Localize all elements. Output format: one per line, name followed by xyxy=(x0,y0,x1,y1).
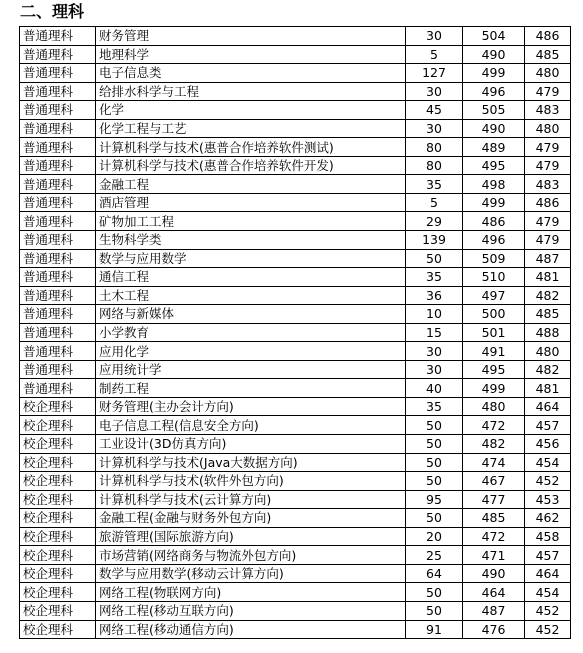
table-row xyxy=(20,156,571,175)
category-cell: 普通理科 xyxy=(20,231,96,250)
table-row xyxy=(20,472,571,491)
major-cell: 财务管理 xyxy=(96,27,406,46)
plan-count-cell: 45 xyxy=(406,101,463,120)
max-score-cell: 474 xyxy=(463,453,525,472)
max-score-cell: 476 xyxy=(463,620,525,639)
min-score-cell: 458 xyxy=(525,527,571,546)
min-score-cell: 486 xyxy=(525,193,571,212)
table-row xyxy=(20,212,571,231)
category-cell: 校企理科 xyxy=(20,527,96,546)
major-cell: 通信工程 xyxy=(96,268,406,287)
min-score-cell: 454 xyxy=(525,453,571,472)
plan-count-cell: 139 xyxy=(406,231,463,250)
max-score-cell: 489 xyxy=(463,138,525,157)
max-score-cell: 472 xyxy=(463,416,525,435)
major-cell: 计算机科学与技术(软件外包方向) xyxy=(96,472,406,491)
min-score-cell: 481 xyxy=(525,379,571,398)
admission-scores-table xyxy=(19,26,571,639)
max-score-cell: 472 xyxy=(463,527,525,546)
major-cell: 计算机科学与技术(Java大数据方向) xyxy=(96,453,406,472)
min-score-cell: 481 xyxy=(525,268,571,287)
max-score-cell: 490 xyxy=(463,45,525,64)
plan-count-cell: 10 xyxy=(406,305,463,324)
table-row xyxy=(20,323,571,342)
plan-count-cell: 25 xyxy=(406,546,463,565)
plan-count-cell: 5 xyxy=(406,45,463,64)
major-cell: 土木工程 xyxy=(96,286,406,305)
category-cell: 普通理科 xyxy=(20,193,96,212)
plan-count-cell: 29 xyxy=(406,212,463,231)
min-score-cell: 479 xyxy=(525,212,571,231)
max-score-cell: 501 xyxy=(463,323,525,342)
table-row xyxy=(20,64,571,83)
table-row xyxy=(20,601,571,620)
category-cell: 普通理科 xyxy=(20,268,96,287)
min-score-cell: 479 xyxy=(525,138,571,157)
plan-count-cell: 50 xyxy=(406,472,463,491)
major-cell: 计算机科学与技术(惠普合作培养软件开发) xyxy=(96,156,406,175)
max-score-cell: 497 xyxy=(463,286,525,305)
min-score-cell: 479 xyxy=(525,231,571,250)
plan-count-cell: 50 xyxy=(406,249,463,268)
plan-count-cell: 64 xyxy=(406,564,463,583)
major-cell: 金融工程(金融与财务外包方向) xyxy=(96,509,406,528)
min-score-cell: 464 xyxy=(525,397,571,416)
major-cell: 网络与新媒体 xyxy=(96,305,406,324)
major-cell: 数学与应用数学(移动云计算方向) xyxy=(96,564,406,583)
category-cell: 校企理科 xyxy=(20,490,96,509)
plan-count-cell: 50 xyxy=(406,416,463,435)
major-cell: 应用统计学 xyxy=(96,360,406,379)
category-cell: 校企理科 xyxy=(20,435,96,454)
major-cell: 金融工程 xyxy=(96,175,406,194)
major-cell: 计算机科学与技术(云计算方向) xyxy=(96,490,406,509)
max-score-cell: 487 xyxy=(463,601,525,620)
table-row xyxy=(20,138,571,157)
table-row xyxy=(20,231,571,250)
min-score-cell: 452 xyxy=(525,601,571,620)
major-cell: 数学与应用数学 xyxy=(96,249,406,268)
plan-count-cell: 30 xyxy=(406,27,463,46)
table-row xyxy=(20,305,571,324)
min-score-cell: 452 xyxy=(525,472,571,491)
plan-count-cell: 15 xyxy=(406,323,463,342)
table-row xyxy=(20,119,571,138)
major-cell: 工业设计(3D仿真方向) xyxy=(96,435,406,454)
category-cell: 校企理科 xyxy=(20,601,96,620)
major-cell: 制药工程 xyxy=(96,379,406,398)
table-row xyxy=(20,509,571,528)
max-score-cell: 498 xyxy=(463,175,525,194)
table-row xyxy=(20,397,571,416)
plan-count-cell: 35 xyxy=(406,175,463,194)
category-cell: 普通理科 xyxy=(20,286,96,305)
table-row xyxy=(20,268,571,287)
plan-count-cell: 127 xyxy=(406,64,463,83)
section-title: 二、理科 xyxy=(20,2,85,21)
major-cell: 财务管理(主办会计方向) xyxy=(96,397,406,416)
table-row xyxy=(20,416,571,435)
category-cell: 校企理科 xyxy=(20,546,96,565)
min-score-cell: 457 xyxy=(525,546,571,565)
table-row xyxy=(20,453,571,472)
min-score-cell: 487 xyxy=(525,249,571,268)
table-row xyxy=(20,193,571,212)
table-row xyxy=(20,342,571,361)
category-cell: 校企理科 xyxy=(20,509,96,528)
plan-count-cell: 91 xyxy=(406,620,463,639)
min-score-cell: 488 xyxy=(525,323,571,342)
min-score-cell: 462 xyxy=(525,509,571,528)
max-score-cell: 500 xyxy=(463,305,525,324)
category-cell: 普通理科 xyxy=(20,342,96,361)
major-cell: 网络工程(移动通信方向) xyxy=(96,620,406,639)
plan-count-cell: 95 xyxy=(406,490,463,509)
major-cell: 酒店管理 xyxy=(96,193,406,212)
min-score-cell: 480 xyxy=(525,64,571,83)
plan-count-cell: 30 xyxy=(406,360,463,379)
min-score-cell: 483 xyxy=(525,175,571,194)
max-score-cell: 496 xyxy=(463,231,525,250)
min-score-cell: 454 xyxy=(525,583,571,602)
major-cell: 网络工程(移动互联方向) xyxy=(96,601,406,620)
table-row xyxy=(20,490,571,509)
plan-count-cell: 35 xyxy=(406,268,463,287)
major-cell: 应用化学 xyxy=(96,342,406,361)
table-body xyxy=(20,27,571,639)
min-score-cell: 479 xyxy=(525,156,571,175)
table-row xyxy=(20,45,571,64)
table-row xyxy=(20,564,571,583)
major-cell: 矿物加工工程 xyxy=(96,212,406,231)
min-score-cell: 456 xyxy=(525,435,571,454)
category-cell: 普通理科 xyxy=(20,156,96,175)
plan-count-cell: 40 xyxy=(406,379,463,398)
max-score-cell: 490 xyxy=(463,564,525,583)
min-score-cell: 453 xyxy=(525,490,571,509)
table-row xyxy=(20,435,571,454)
min-score-cell: 452 xyxy=(525,620,571,639)
category-cell: 普通理科 xyxy=(20,323,96,342)
max-score-cell: 486 xyxy=(463,212,525,231)
major-cell: 给排水科学与工程 xyxy=(96,82,406,101)
max-score-cell: 471 xyxy=(463,546,525,565)
table-row xyxy=(20,101,571,120)
min-score-cell: 479 xyxy=(525,82,571,101)
plan-count-cell: 50 xyxy=(406,509,463,528)
max-score-cell: 499 xyxy=(463,193,525,212)
plan-count-cell: 50 xyxy=(406,583,463,602)
plan-count-cell: 50 xyxy=(406,435,463,454)
max-score-cell: 495 xyxy=(463,156,525,175)
category-cell: 普通理科 xyxy=(20,45,96,64)
plan-count-cell: 5 xyxy=(406,193,463,212)
major-cell: 电子信息类 xyxy=(96,64,406,83)
category-cell: 普通理科 xyxy=(20,82,96,101)
major-cell: 生物科学类 xyxy=(96,231,406,250)
max-score-cell: 464 xyxy=(463,583,525,602)
category-cell: 普通理科 xyxy=(20,249,96,268)
category-cell: 普通理科 xyxy=(20,138,96,157)
category-cell: 普通理科 xyxy=(20,175,96,194)
major-cell: 计算机科学与技术(惠普合作培养软件测试) xyxy=(96,138,406,157)
category-cell: 普通理科 xyxy=(20,27,96,46)
category-cell: 校企理科 xyxy=(20,453,96,472)
major-cell: 旅游管理(国际旅游方向) xyxy=(96,527,406,546)
major-cell: 市场营销(网络商务与物流外包方向) xyxy=(96,546,406,565)
max-score-cell: 485 xyxy=(463,509,525,528)
max-score-cell: 496 xyxy=(463,82,525,101)
max-score-cell: 480 xyxy=(463,397,525,416)
max-score-cell: 495 xyxy=(463,360,525,379)
category-cell: 普通理科 xyxy=(20,64,96,83)
max-score-cell: 499 xyxy=(463,379,525,398)
category-cell: 普通理科 xyxy=(20,101,96,120)
table-row xyxy=(20,527,571,546)
max-score-cell: 490 xyxy=(463,119,525,138)
max-score-cell: 504 xyxy=(463,27,525,46)
category-cell: 校企理科 xyxy=(20,620,96,639)
category-cell: 校企理科 xyxy=(20,583,96,602)
category-cell: 普通理科 xyxy=(20,360,96,379)
min-score-cell: 457 xyxy=(525,416,571,435)
plan-count-cell: 80 xyxy=(406,138,463,157)
plan-count-cell: 30 xyxy=(406,119,463,138)
max-score-cell: 491 xyxy=(463,342,525,361)
plan-count-cell: 30 xyxy=(406,342,463,361)
min-score-cell: 480 xyxy=(525,342,571,361)
major-cell: 网络工程(物联网方向) xyxy=(96,583,406,602)
category-cell: 校企理科 xyxy=(20,416,96,435)
min-score-cell: 483 xyxy=(525,101,571,120)
category-cell: 校企理科 xyxy=(20,564,96,583)
plan-count-cell: 30 xyxy=(406,82,463,101)
category-cell: 普通理科 xyxy=(20,212,96,231)
min-score-cell: 480 xyxy=(525,119,571,138)
plan-count-cell: 50 xyxy=(406,601,463,620)
min-score-cell: 485 xyxy=(525,305,571,324)
plan-count-cell: 35 xyxy=(406,397,463,416)
max-score-cell: 499 xyxy=(463,64,525,83)
max-score-cell: 482 xyxy=(463,435,525,454)
major-cell: 小学教育 xyxy=(96,323,406,342)
min-score-cell: 482 xyxy=(525,360,571,379)
category-cell: 普通理科 xyxy=(20,305,96,324)
category-cell: 普通理科 xyxy=(20,379,96,398)
min-score-cell: 464 xyxy=(525,564,571,583)
min-score-cell: 485 xyxy=(525,45,571,64)
category-cell: 校企理科 xyxy=(20,472,96,491)
min-score-cell: 482 xyxy=(525,286,571,305)
table-row xyxy=(20,286,571,305)
table-row xyxy=(20,175,571,194)
major-cell: 化学 xyxy=(96,101,406,120)
major-cell: 化学工程与工艺 xyxy=(96,119,406,138)
category-cell: 校企理科 xyxy=(20,397,96,416)
table-row xyxy=(20,379,571,398)
major-cell: 地理科学 xyxy=(96,45,406,64)
max-score-cell: 505 xyxy=(463,101,525,120)
table-row xyxy=(20,546,571,565)
min-score-cell: 486 xyxy=(525,27,571,46)
table-row xyxy=(20,360,571,379)
max-score-cell: 477 xyxy=(463,490,525,509)
table-row xyxy=(20,620,571,639)
max-score-cell: 509 xyxy=(463,249,525,268)
table-row xyxy=(20,27,571,46)
max-score-cell: 510 xyxy=(463,268,525,287)
plan-count-cell: 20 xyxy=(406,527,463,546)
plan-count-cell: 36 xyxy=(406,286,463,305)
table-row xyxy=(20,583,571,602)
table-row xyxy=(20,82,571,101)
table-row xyxy=(20,249,571,268)
category-cell: 普通理科 xyxy=(20,119,96,138)
plan-count-cell: 80 xyxy=(406,156,463,175)
major-cell: 电子信息工程(信息安全方向) xyxy=(96,416,406,435)
max-score-cell: 467 xyxy=(463,472,525,491)
plan-count-cell: 50 xyxy=(406,453,463,472)
